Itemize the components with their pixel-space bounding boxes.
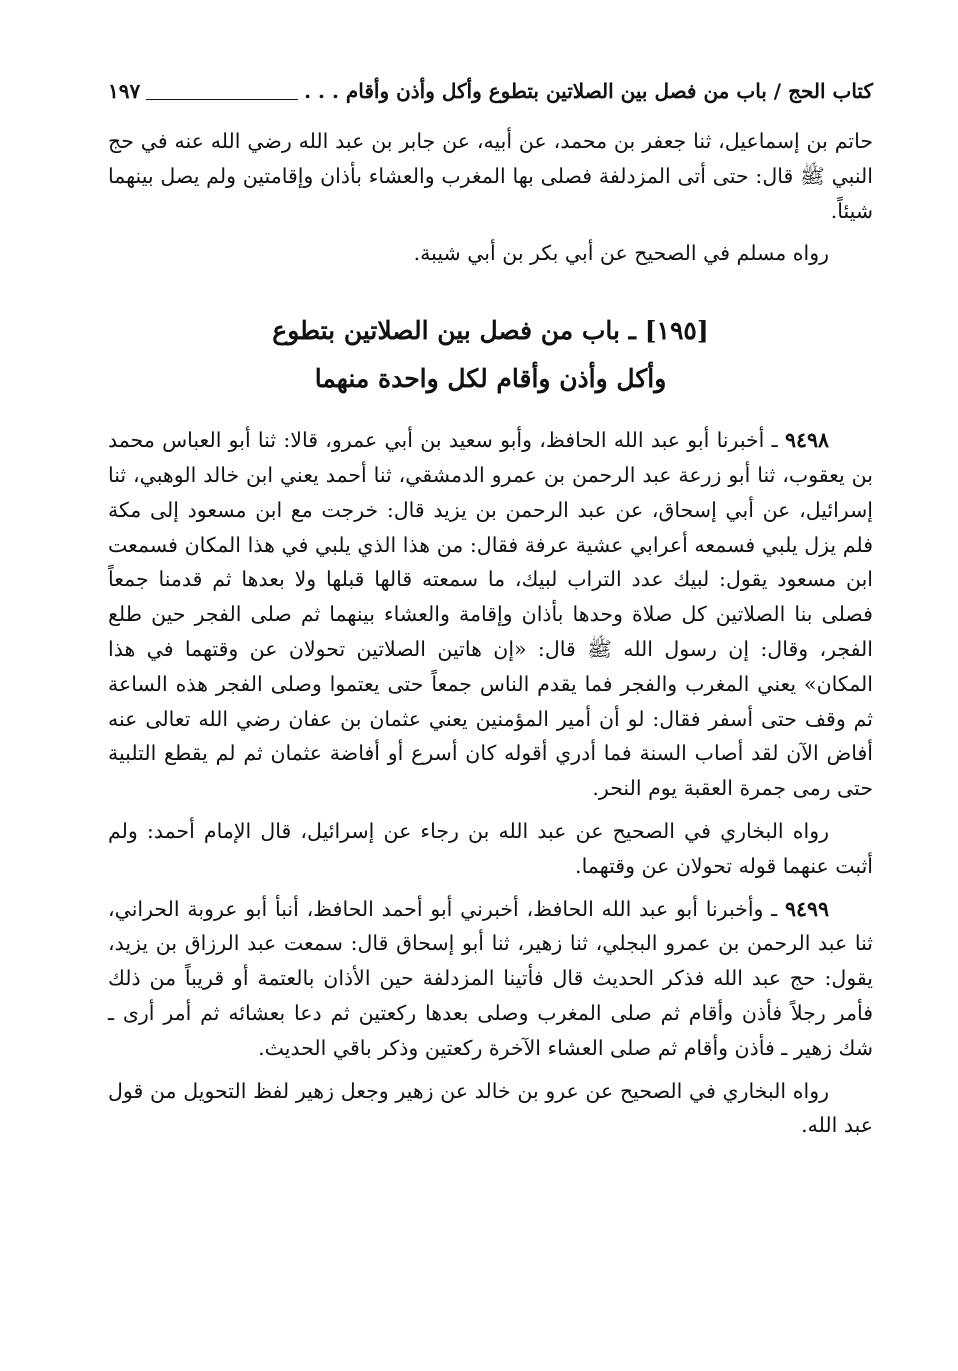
hadith-9498 <box>108 423 873 806</box>
chapter-title-line-2: وأكل وأذن وأقام لكل واحدة منهما <box>314 364 667 394</box>
hadith-9499 <box>108 892 873 1066</box>
hadith-9498-source-note: رواه البخاري في الصحيح عن عبد الله بن رجاء عن إسرائيل، قال الإمام أحمد: ولم أثبت عنهما قوله تحولان عن وقتهما. <box>108 818 873 878</box>
chapter-title-line-1: [١٩٥] ـ باب من فصل بين الصلاتين بتطوع <box>272 316 709 346</box>
chapter-heading <box>108 307 873 403</box>
hadith-text: ـ أخبرنا أبو عبد الله الحافظ، وأبو سعيد بن أبي عمرو، قالا: ثنا أبو العباس محمد بن يعقوب، ثنا أبو زرعة عبد الرحمن بن عمرو الدمشقي، ثنا أحمد يعني ابن خالد الوهبي، ثنا إسرائيل، عن أبي إسحاق، عن عبد الرحمن بن يزيد قال: خرجت مع ابن مسعود إلى مكة فلم يزل يلبي فسمعه أعرابي عشية عرفة فقال: من هذا الذي يلبي في هذا المكان فسمعت ابن مسعود يقول: لبيك عدد التراب لبيك، ما سمعته قالها قبلها ولا بعدها ثم قدمنا جمعاً فصلى بنا الصلاتين كل صلاة وحدها بأذان وإقامة والعشاء بينهما ثم صلى الفجر حين طلع الفجر، وقال: إن رسول الله ﷺ قال: «إن هاتين الصلاتين تحولان عن وقتهما في هذا المكان» يعني المغرب والفجر فما يقدم الناس جمعاً حتى يعتموا وصلى الفجر هذه الساعة ثم وقف حتى أسفر فقال: لو أن أمير المؤمنين يعني عثمان بن عفان رضي الله تعالى عنه أفاض الآن لقد أصاب السنة فما أدري أقوله كان أسرع أو أفاضة عثمان ثم لم يقطع التلبية حتى رمى جمرة العقبة يوم النحر. <box>108 428 873 801</box>
page-number: ١٩٧ <box>108 79 141 103</box>
hadith-9499-source-note: رواه البخاري في الصحيح عن عرو بن خالد عن زهير وجعل زهير لفظ التحويل من قول عبد الله. <box>108 1078 873 1138</box>
continuation-source-note: رواه مسلم في الصحيح عن أبي بكر بن أبي شيبة. <box>413 241 829 266</box>
hadith-number: ٩٤٩٩ <box>784 896 829 921</box>
continuation-text: حاتم بن إسماعيل، ثنا جعفر بن محمد، عن أبيه، عن جابر بن عبد الله رضي الله عنه في حج النبي ﷺ قال: حتى أتى المزدلفة فصلى بها المغرب والعشاء بأذان وإقامتين ولم يصل بينهما شيئاً. <box>108 129 873 223</box>
header-title: كتاب الحج / باب من فصل بين الصلاتين بتطوع وأكل وأذن وأقام . . . <box>304 79 873 103</box>
header-rule <box>146 99 298 100</box>
running-header <box>108 72 873 110</box>
hadith-number: ٩٤٩٨ <box>784 428 829 453</box>
hadith-text: ـ وأخبرنا أبو عبد الله الحافظ، أخبرني أبو أحمد الحافظ، أنبأ أبو عروبة الحراني، ثنا عبد الرحمن بن عمرو البجلي، ثنا زهير، ثنا أبو إسحاق قال: سمعت عبد الرزاق بن يزيد، يقول: حج عبد الله فذكر الحديث قال فأتينا المزدلفة حين الأذان بالعتمة أو قريباً من ذلك فأمر رجلاً فأذن وأقام ثم صلى المغرب وصلى بعدها ركعتين ثم دعا بعشائه ثم أمر أرى ـ شك زهير ـ فأذن وأقام ثم صلى العشاء الآخرة ركعتين وذكر باقي الحديث. <box>108 896 873 1060</box>
